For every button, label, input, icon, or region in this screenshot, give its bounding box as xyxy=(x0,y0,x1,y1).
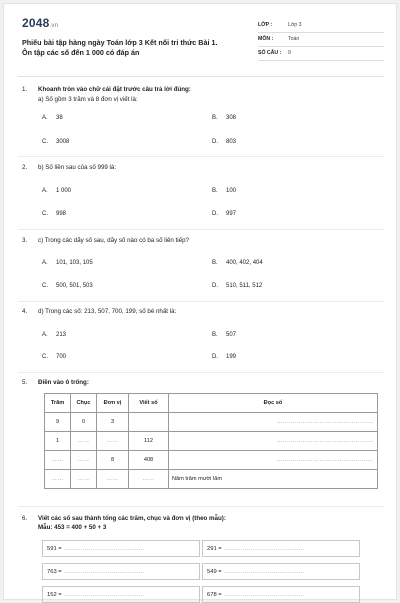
q4-option-a[interactable]: A. 213 xyxy=(42,332,67,338)
q2-option-a[interactable]: A. 1 000 xyxy=(42,188,72,194)
meta-info xyxy=(258,19,384,61)
q3-option-b[interactable]: B. 400, 402, 404 xyxy=(212,260,263,266)
header-reading: Đọc số xyxy=(169,394,378,413)
q1-option-c[interactable]: C. 3008 xyxy=(42,139,70,145)
cell-reading[interactable]: ………………………………………… xyxy=(169,413,378,432)
decompose-box-678[interactable]: 678 = …………………………………… xyxy=(202,586,360,603)
q3-option-c[interactable]: C. 500, 501, 503 xyxy=(42,283,93,289)
document-title: Phiếu bài tập hàng ngày Toán lớp 3 Kết nối tri thức Bài 1. Ôn tập các số đến 1 000 có đáp án xyxy=(22,38,218,57)
q2-option-c[interactable]: C. 998 xyxy=(42,211,67,217)
table-row xyxy=(45,432,378,451)
q3-option-a[interactable]: A. 101, 103, 105 xyxy=(42,260,93,266)
cell-units[interactable]: …… xyxy=(97,432,129,451)
decompose-box-291[interactable]: 291 = …………………………………… xyxy=(202,540,360,557)
meta-row-class: LỚP : Lớp 3 xyxy=(258,19,384,33)
divider xyxy=(18,506,384,507)
cell-written: 408 xyxy=(129,451,169,470)
decompose-box-549[interactable]: 549 = …………………………………… xyxy=(202,563,360,580)
q3-option-d[interactable]: D. 510, 511, 512 xyxy=(212,283,263,289)
q1-option-a[interactable]: A. 38 xyxy=(42,115,63,121)
divider xyxy=(18,156,384,157)
header-units: Đơn vị xyxy=(97,394,129,413)
table-header-row xyxy=(45,394,378,413)
cell-tens[interactable]: …… xyxy=(71,470,97,489)
header-hundreds: Trăm xyxy=(45,394,71,413)
place-value-table xyxy=(44,393,378,489)
cell-hundreds: 9 xyxy=(45,413,71,432)
decompose-box-763[interactable]: 763 = …………………………………… xyxy=(42,563,200,580)
divider xyxy=(18,301,384,302)
table-row xyxy=(45,451,378,470)
cell-hundreds: 1 xyxy=(45,432,71,451)
decompose-box-591[interactable]: 591 = …………………………………… xyxy=(42,540,200,557)
q1-option-b[interactable]: B. 308 xyxy=(212,115,237,121)
header-written: Viết số xyxy=(129,394,169,413)
cell-written: 112 xyxy=(129,432,169,451)
table-row xyxy=(45,413,378,432)
q4-option-c[interactable]: C. 700 xyxy=(42,354,67,360)
decompose-box-152[interactable]: 152 = …………………………………… xyxy=(42,586,200,603)
cell-units: 8 xyxy=(97,451,129,470)
cell-tens: 0 xyxy=(71,413,97,432)
header-divider xyxy=(18,76,384,77)
q2-option-d[interactable]: D. 997 xyxy=(212,211,237,217)
site-logo[interactable]: 2048.vn xyxy=(22,16,59,30)
q2-option-b[interactable]: B. 100 xyxy=(212,188,237,194)
cell-written[interactable]: …… xyxy=(129,470,169,489)
cell-reading[interactable]: ………………………………………… xyxy=(169,432,378,451)
cell-written[interactable] xyxy=(129,413,169,432)
cell-hundreds[interactable]: …… xyxy=(45,470,71,489)
q4-option-d[interactable]: D. 199 xyxy=(212,354,237,360)
meta-row-subject: MÔN : Toán xyxy=(258,33,384,47)
cell-reading: Năm trăm mười lăm xyxy=(169,470,378,489)
worksheet-header xyxy=(22,16,384,66)
q1-option-d[interactable]: D. 803 xyxy=(212,139,237,145)
worksheet-page: 2048.vn Phiếu bài tập hàng ngày Toán lớp 3 Kết nối tri thức Bài 1. Ôn tập các số đến 1 000 có đáp án LỚP : Lớp 3 MÔN : Toán SỐ CÂU : 9 1. Khoanh tròn vào chữ cái đặt trước câu trả lời đúng: a) Số gồm 3 trăm và 8 đơn vị viết là: A. 38 B. 308 C. 3008 D. 803 2. b) Số liền sau của số 999 là: A. 1 000 B. 100 C. 998 D. 997 3. c) Trong các dãy số sau, dãy số nào có ba số liên tiếp? A. 101, 103, 105 B. 400, 402, 404 C. 500, 501, 503 D. 510, 511, 512 4. d) Trong các số: 213, 507, 700, 199, số bé nhất là: A. 213 B. 507 C. 700 D. 199 5. Điền vào ô trống: Trăm Chục Đơn vị Viết số Đọc số 9 0 3 ………………………………………… 1 …… …… 112 ………………………………………… …… …… 8 408 ………………………………………… …… …… …… …… Năm trăm mười lăm 6. Viết các số sau thành tổng các trăm, chục và đơn vị (theo mẫu): Mẫu: 453 = 400 + 50 + 3 591 = …………………………………… 291 = …………………………………… 763 = …………………………………… 549 = …………………………………… 152 = …………………………………… 678 = …………………………………… xyxy=(3,3,397,600)
header-tens: Chục xyxy=(71,394,97,413)
cell-units: 3 xyxy=(97,413,129,432)
meta-row-count: SỐ CÂU : 9 xyxy=(258,47,384,61)
divider xyxy=(18,372,384,373)
cell-units[interactable]: …… xyxy=(97,470,129,489)
cell-hundreds[interactable]: …… xyxy=(45,451,71,470)
q4-option-b[interactable]: B. 507 xyxy=(212,332,237,338)
cell-tens[interactable]: …… xyxy=(71,432,97,451)
cell-tens[interactable]: …… xyxy=(71,451,97,470)
cell-reading[interactable]: ………………………………………… xyxy=(169,451,378,470)
table-row xyxy=(45,470,378,489)
divider xyxy=(18,229,384,230)
